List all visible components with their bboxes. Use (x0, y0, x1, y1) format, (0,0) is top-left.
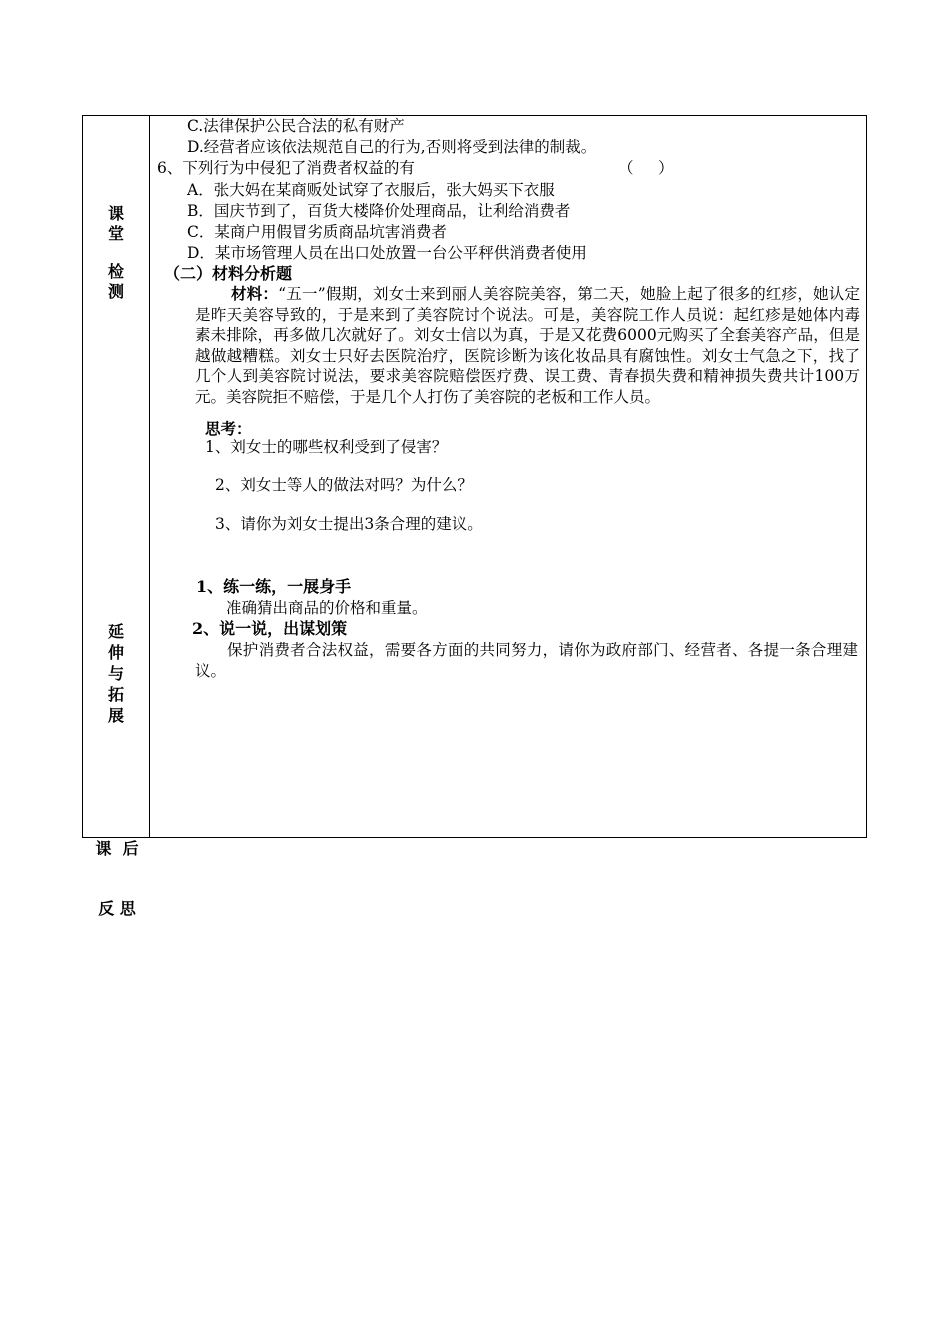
q6-option-b: B．国庆节到了，百货大楼降价处理商品，让利给消费者 (187, 202, 571, 220)
q5-option-c: C.法律保护公民合法的私有财产 (187, 117, 405, 135)
think-question-1: 1、刘女士的哪些权利受到了侵害？ (205, 438, 448, 456)
task2-title: 2、说一说，出谋划策 (192, 619, 348, 638)
task2-text: 保护消费者合法权益，需要各方面的共同努力，请你为政府部门、经营者、各提一条合理建议。 (195, 641, 858, 680)
analysis-heading: （二）材料分析题 (164, 264, 293, 283)
task1-title: 1、练一练，一展身手 (196, 577, 352, 596)
think-question-3: 3、请你为刘女士提出3条合理的建议。 (215, 515, 483, 533)
q6-option-c: C．某商户用假冒劣质商品坑害消费者 (187, 223, 447, 241)
material-paragraph (195, 284, 860, 407)
think-question-2: 2、刘女士等人的做法对吗？为什么？ (215, 476, 473, 494)
q6-answer-bracket: （ ） (618, 159, 674, 177)
q6-option-a: A．张大妈在某商贩处试穿了衣服后，张大妈买下衣服 (187, 181, 555, 199)
side-label-extend: 延 伸 与 拓 展 (107, 622, 124, 725)
q6-option-d: D．某市场管理人员在出口处放置一台公平秤供消费者使用 (187, 244, 587, 262)
material-text: “五一”假期，刘女士来到丽人美容院美容，第二天，她脸上起了很多的红疹，她认定是昨天美容导致的，于是来到了美容院讨个说法。可是，美容院工作人员说：起红疹是她体内毒素未排除，再多做几次就好了。刘女士信以为真，于是又花费6000元购买了全套美容产品，但是越做越糟糕。刘女士只好去医院治疗，医院诊断为该化妆品具有腐蚀性。刘女士气急之下，找了几个人到美容院讨说法，要求美容院赔偿医疗费、误工费、青春损失费和精神损失费共计100万元。美容院拒不赔偿，于是几个人打伤了美容院的老板和工作人员。 (195, 285, 860, 406)
task1-text: 准确猜出商品的价格和重量。 (226, 599, 428, 617)
think-label: 思考： (205, 419, 252, 438)
q5-option-d: D.经营者应该依法规范自己的行为,否则将受到法律的制裁。 (187, 138, 597, 156)
material-label: 材料： (231, 284, 279, 303)
side-label-reflect: 课 后 反 思 (95, 839, 139, 918)
q6-stem: 6、下列行为中侵犯了消费者权益的有 (157, 159, 415, 177)
column-divider (149, 116, 150, 837)
side-label-check: 课 堂 检 测 (107, 204, 124, 301)
